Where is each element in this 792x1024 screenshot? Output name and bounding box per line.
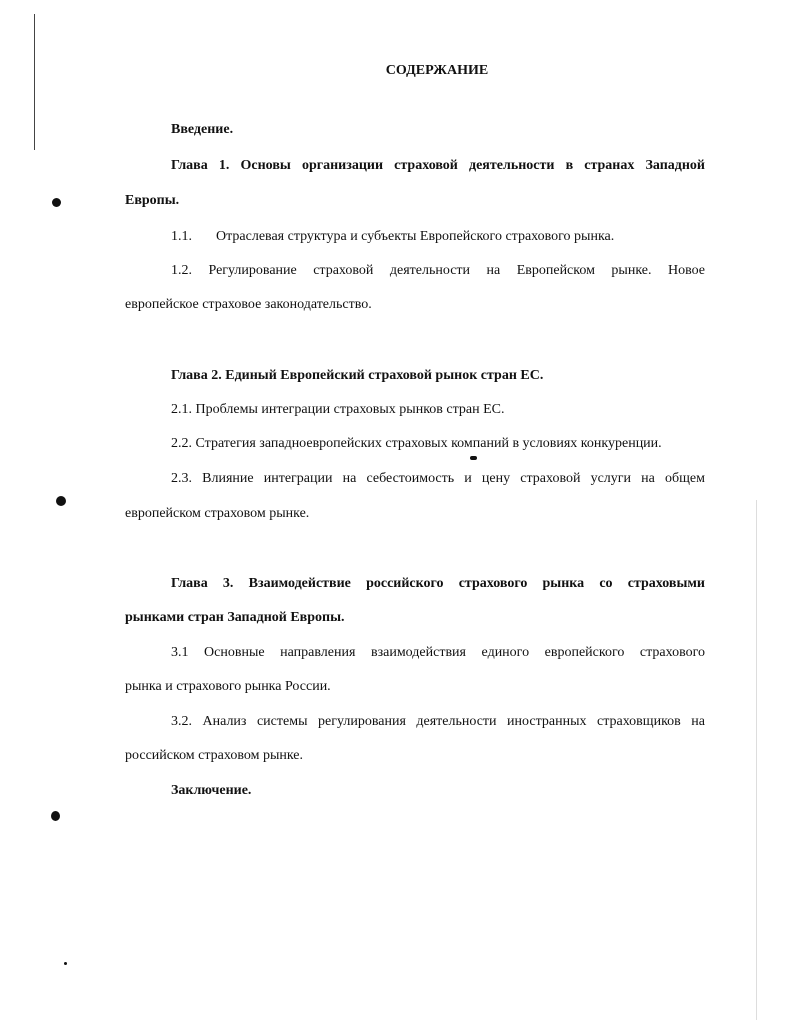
scan-dot (64, 962, 67, 965)
chapter-3-title-line1: Глава 3. Взаимодействие российского страхового рынка со страховыми (171, 576, 705, 591)
section-2-3-line1: 2.3. Влияние интеграции на себестоимость и цену страховой услуги на общем (171, 471, 705, 486)
chapter-3-title-line2: рынками стран Западной Европы. (125, 610, 345, 625)
toc-intro: Введение. (171, 122, 234, 137)
section-3-1-line2: рынка и страхового рынка России. (125, 679, 331, 694)
section-1-1-text: Отраслевая структура и субъекты Европейского страхового рынка. (216, 229, 615, 244)
section-2-2: 2.2. Стратегия западноевропейских страховых компаний в условиях конкуренции. (171, 436, 662, 451)
section-3-1-line1: 3.1 Основные направления взаимодействия единого европейского страхового (171, 645, 705, 660)
section-1-2-line1: 1.2. Регулирование страховой деятельности на Европейском рынке. Новое (171, 263, 705, 278)
scan-edge-line (34, 14, 35, 150)
section-2-3-line2: европейском страховом рынке. (125, 506, 310, 521)
scan-dot (470, 456, 477, 460)
section-1-2-line2: европейское страховое законодательство. (125, 297, 372, 312)
chapter-1-title-line2: Европы. (125, 193, 180, 208)
punch-hole-mark (52, 198, 61, 207)
toc-conclusion: Заключение. (171, 783, 252, 798)
punch-hole-mark (56, 496, 66, 506)
scan-right-line (756, 500, 757, 1020)
section-3-2-line1: 3.2. Анализ системы регулирования деятельности иностранных страховщиков на (171, 714, 705, 729)
chapter-1-title-line1: Глава 1. Основы организации страховой деятельности в странах Западной (171, 158, 705, 173)
toc-title: СОДЕРЖАНИЕ (385, 63, 489, 78)
punch-hole-mark (51, 811, 60, 821)
section-2-1: 2.1. Проблемы интеграции страховых рынков стран ЕС. (171, 402, 505, 417)
section-3-2-line2: российском страховом рынке. (125, 748, 304, 763)
chapter-2-title: Глава 2. Единый Европейский страховой рынок стран ЕС. (171, 368, 544, 383)
section-1-1-number: 1.1. (171, 229, 192, 244)
